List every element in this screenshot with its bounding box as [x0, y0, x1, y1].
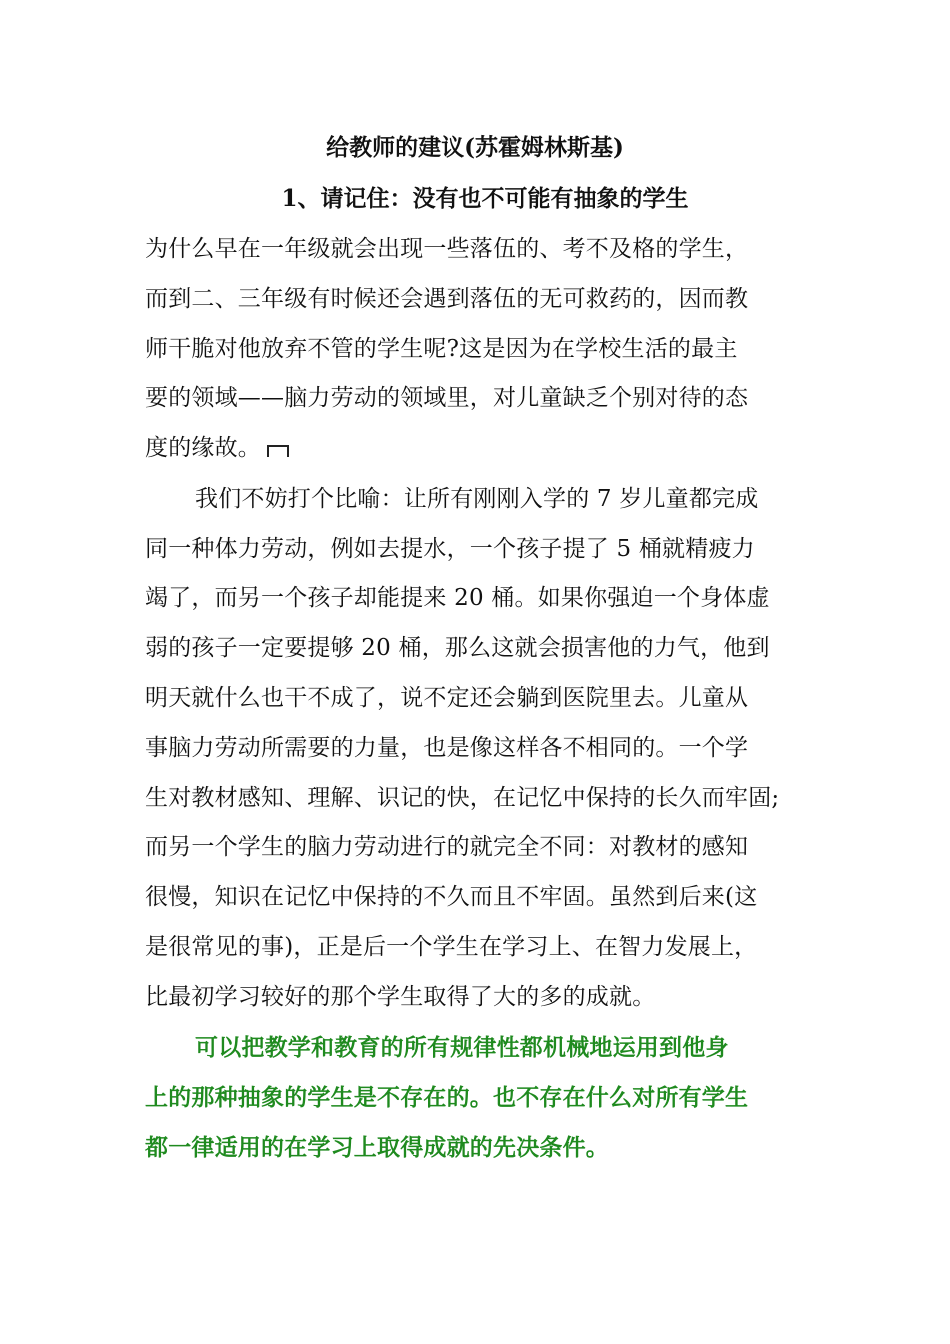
- paragraph-2-line: 事脑力劳动所需要的力量，也是像这样各不相同的。一个学: [145, 735, 749, 761]
- paragraph-1-line: 为什么早在一年级就会出现一些落伍的、考不及格的学生，: [145, 236, 749, 262]
- section-heading: [0, 182, 950, 216]
- highlight-paragraph-line: 都一律适用的在学习上取得成就的先决条件。: [145, 1134, 609, 1161]
- paragraph-2-line: 很慢，知识在记忆中保持的不久而且不牢固。虽然到后来(这: [145, 884, 758, 910]
- paragraph-1-line: 而到二、三年级有时候还会遇到落伍的无可救药的，因而教: [145, 286, 749, 312]
- paragraph-2-line: 同一种体力劳动，例如去提水，一个孩子提了 5 桶就精疲力: [145, 536, 755, 562]
- paragraph-2-line: 生对教材感知、理解、识记的快，在记忆中保持的长久而牢固;: [145, 785, 780, 811]
- paragraph-2-line: 弱的孩子一定要提够 20 桶，那么这就会损害他的力气，他到: [145, 635, 770, 661]
- paragraph-2-line: 我们不妨打个比喻：让所有刚刚入学的 7 岁儿童都完成: [195, 486, 759, 512]
- paragraph-2-line: 明天就什么也干不成了，说不定还会躺到医院里去。儿童从: [145, 685, 749, 711]
- paragraph-2-line: 而另一个学生的脑力劳动进行的就完全不同：对教材的感知: [145, 834, 749, 860]
- paragraph-1-line: 师干脆对他放弃不管的学生呢?这是因为在学校生活的最主: [145, 336, 738, 362]
- paragraph-2-line: 是很常见的事)，正是后一个学生在学习上、在智力发展上，: [145, 934, 758, 960]
- paragraph-1-text: 度的缘故。: [145, 435, 261, 461]
- highlight-paragraph-line: 可以把教学和教育的所有规律性都机械地运用到他身: [195, 1034, 729, 1061]
- insertion-mark-icon: [267, 445, 289, 457]
- paragraph-2-line: 比最初学习较好的那个学生取得了大的多的成就。: [145, 984, 656, 1010]
- paragraph-1-line: 要的领域——脑力劳动的领域里，对儿童缺乏个别对待的态: [145, 385, 749, 411]
- section-heading-text: 1、请记住：没有也不可能有抽象的学生: [281, 185, 689, 212]
- paragraph-2-line: 竭了，而另一个孩子却能提来 20 桶。如果你强迫一个身体虚: [145, 585, 770, 611]
- document-title: 给教师的建议(苏霍姆林斯基): [326, 134, 624, 161]
- paragraph-1-line-last: [145, 431, 289, 465]
- highlight-paragraph-line: 上的那种抽象的学生是不存在的。也不存在什么对所有学生: [145, 1084, 749, 1111]
